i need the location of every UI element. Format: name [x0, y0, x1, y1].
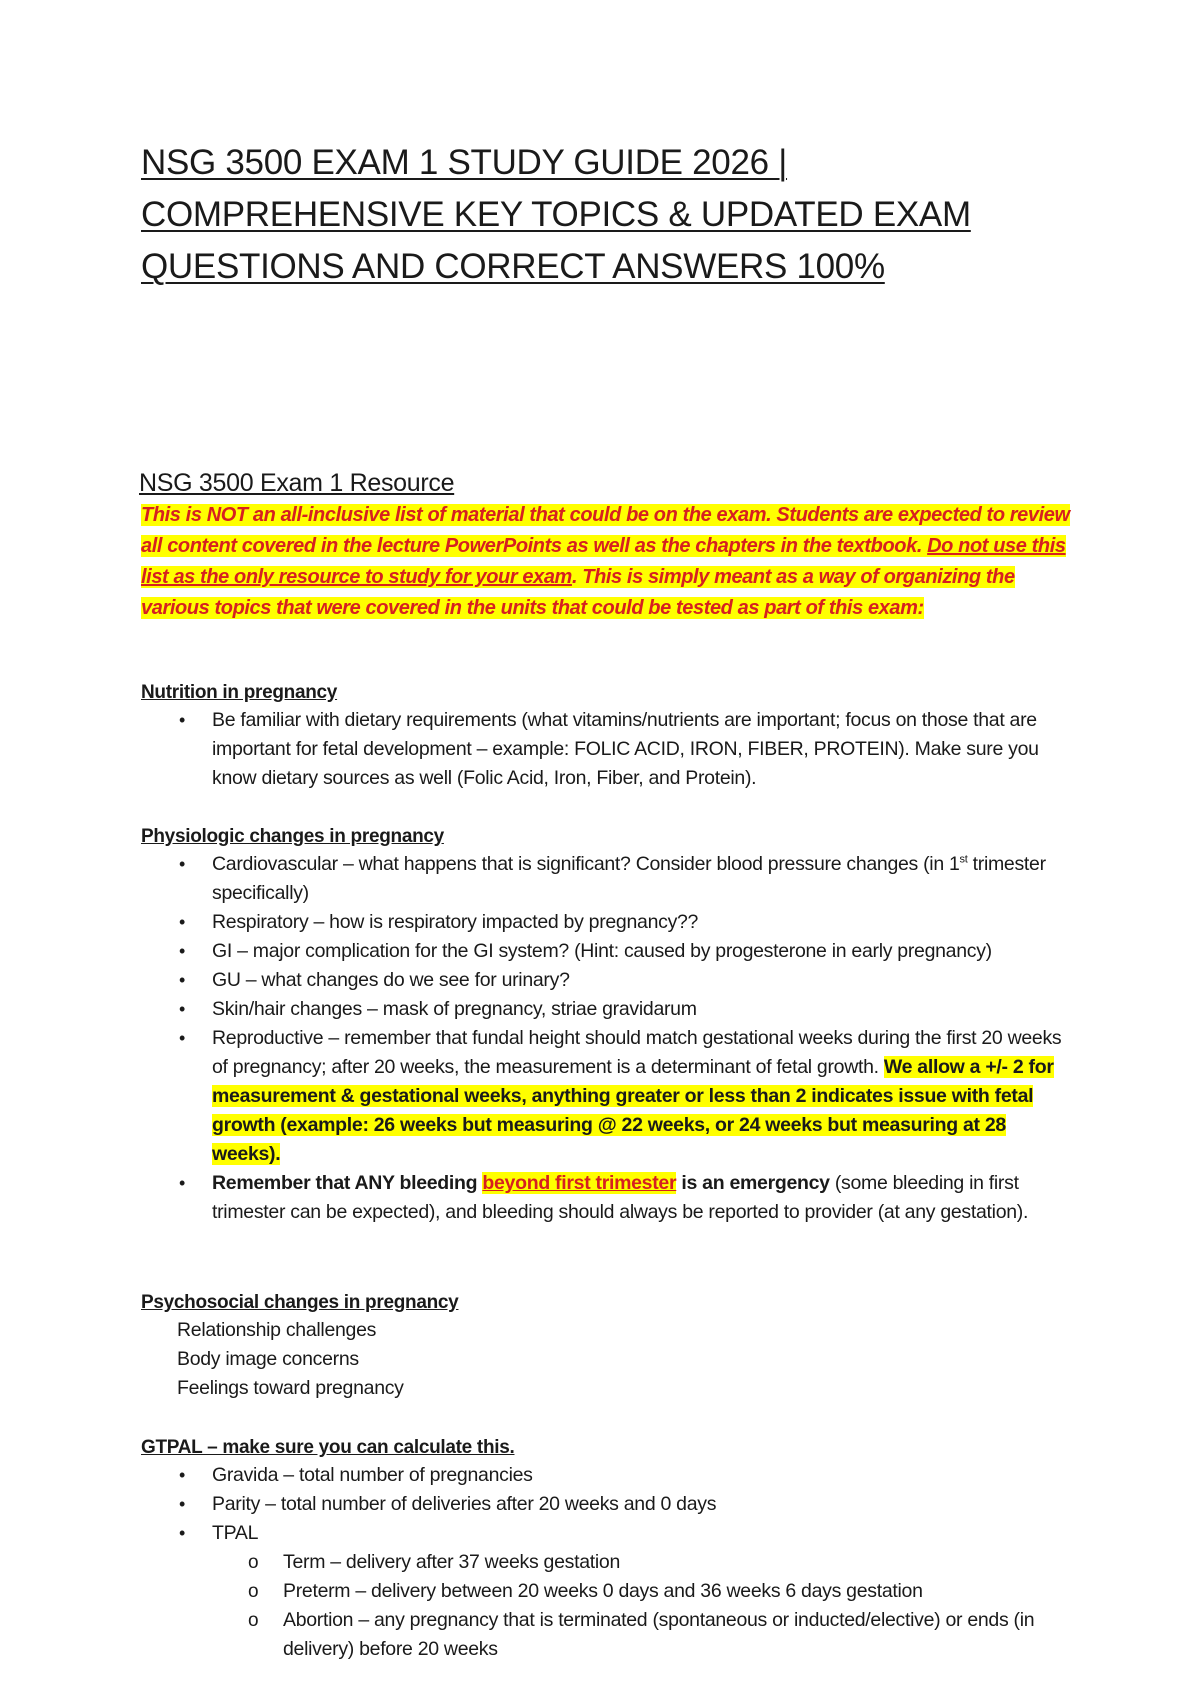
resource-heading: NSG 3500 Exam 1 Resource	[139, 469, 455, 497]
physiologic-section	[141, 824, 1071, 1227]
physiologic-list	[141, 850, 1071, 1227]
bullet-icon: •	[179, 912, 186, 932]
bullet-icon: •	[179, 854, 186, 874]
tpal-sublist	[141, 1548, 1071, 1664]
list-item: Feelings toward pregnancy	[177, 1377, 404, 1399]
bleed-rest: (some bleeding in first trimester can be expected), and bleeding should always be reported to provider (at any gestation).	[212, 1172, 1029, 1223]
list-item	[141, 1548, 1071, 1577]
bullet-icon: •	[179, 1028, 186, 1048]
document-title: NSG 3500 EXAM 1 STUDY GUIDE 2026 | COMPREHENSIVE KEY TOPICS & UPDATED EXAM QUESTIONS AND CORRECT ANSWERS 100%	[141, 143, 971, 286]
list-item-text: Be familiar with dietary requirements (what vitamins/nutrients are important; focus on those that are important for fetal development – example: FOLIC ACID, IRON, FIBER, PROTEIN). Make sure you know dietary sources as well (Folic Acid, Iron, Fiber, and Protein).	[212, 709, 1039, 789]
bullet-icon: •	[179, 1523, 186, 1543]
nutrition-section	[141, 680, 1071, 793]
bleed-bold-2: is an emergency	[676, 1172, 830, 1194]
psychosocial-section	[141, 1290, 1071, 1403]
gtpal-list	[141, 1461, 1071, 1548]
bleed-bold-1: Remember that ANY bleeding	[212, 1172, 483, 1194]
circle-bullet-icon: o	[248, 1610, 259, 1631]
bullet-icon: •	[179, 1494, 186, 1514]
cardio-sup: st	[959, 853, 968, 866]
gu-text: GU – what changes do we see for urinary?	[212, 969, 570, 991]
disclaimer-text-2: . This is simply meant as a way of organizing the various topics that were covered in the units that could be tested as part of this exam:	[141, 566, 1015, 619]
list-item	[141, 706, 1071, 793]
bullet-icon: •	[179, 710, 186, 730]
list-item	[141, 850, 1071, 908]
bullet-icon: •	[179, 1465, 186, 1485]
list-item: Relationship challenges	[177, 1319, 377, 1341]
list-item: Body image concerns	[177, 1348, 359, 1370]
abortion-text: Abortion – any pregnancy that is terminated (spontaneous or inducted/elective) or ends (in delivery) before 20 weeks	[283, 1609, 1035, 1660]
bullet-icon: •	[179, 941, 186, 961]
list-item	[141, 995, 1071, 1024]
bullet-icon: •	[179, 999, 186, 1019]
respiratory-text: Respiratory – how is respiratory impacted by pregnancy??	[212, 911, 699, 933]
circle-bullet-icon: o	[248, 1581, 259, 1602]
resource-block	[141, 468, 1071, 624]
term-text: Term – delivery after 37 weeks gestation	[283, 1551, 621, 1573]
list-item	[141, 966, 1071, 995]
list-item	[141, 1490, 1071, 1519]
nutrition-heading: Nutrition in pregnancy	[141, 682, 338, 703]
list-item	[141, 1461, 1071, 1490]
bleed-red: beyond first trimester	[482, 1172, 677, 1194]
parity-text: Parity – total number of deliveries after 20 weeks and 0 days	[212, 1493, 717, 1515]
list-item	[141, 1024, 1071, 1169]
cardio-text-end: trimester specifically)	[212, 853, 1046, 904]
bullet-icon: •	[179, 1173, 186, 1193]
disclaimer-paragraph	[141, 500, 1071, 624]
nutrition-list	[141, 706, 1071, 793]
cardio-text: Cardiovascular – what happens that is significant? Consider blood pressure changes (in 1	[212, 853, 960, 875]
disclaimer-underlined: Do not use this list as the only resource to study for your exam	[141, 535, 1066, 588]
circle-bullet-icon: o	[248, 1552, 259, 1573]
tpal-text: TPAL	[212, 1522, 259, 1544]
disclaimer-text-1: This is NOT an all-inclusive list of material that could be on the exam. Students are expected to review all content covered in the lecture PowerPoints as well as the chapters in the textbook.	[141, 504, 1070, 557]
list-item	[141, 1169, 1071, 1227]
bullet-icon: •	[179, 970, 186, 990]
psychosocial-heading: Psychosocial changes in pregnancy	[141, 1292, 459, 1313]
gtpal-heading: GTPAL – make sure you can calculate this.	[141, 1437, 515, 1458]
gtpal-section	[141, 1435, 1071, 1664]
list-item	[141, 1606, 1071, 1664]
repro-text: Reproductive – remember that fundal height should match gestational weeks during the first 20 weeks of pregnancy; after 20 weeks, the measurement is a determinant of fetal growth.	[212, 1027, 1062, 1078]
list-item	[141, 937, 1071, 966]
gravida-text: Gravida – total number of pregnancies	[212, 1464, 533, 1486]
psychosocial-list	[141, 1316, 1071, 1403]
gi-text: GI – major complication for the GI system? (Hint: caused by progesterone in early pregnancy)	[212, 940, 992, 962]
repro-highlight: We allow a +/- 2 for measurement & gestational weeks, anything greater or less than 2 indicates issue with fetal growth (example: 26 weeks but measuring @ 22 weeks, or 24 weeks but measuring at 28 weeks).	[212, 1056, 1054, 1165]
list-item	[141, 1519, 1071, 1548]
preterm-text: Preterm – delivery between 20 weeks 0 days and 36 weeks 6 days gestation	[283, 1580, 923, 1602]
physiologic-heading: Physiologic changes in pregnancy	[141, 826, 444, 847]
list-item	[141, 908, 1071, 937]
list-item	[141, 1577, 1071, 1606]
skin-text: Skin/hair changes – mask of pregnancy, striae gravidarum	[212, 998, 697, 1020]
